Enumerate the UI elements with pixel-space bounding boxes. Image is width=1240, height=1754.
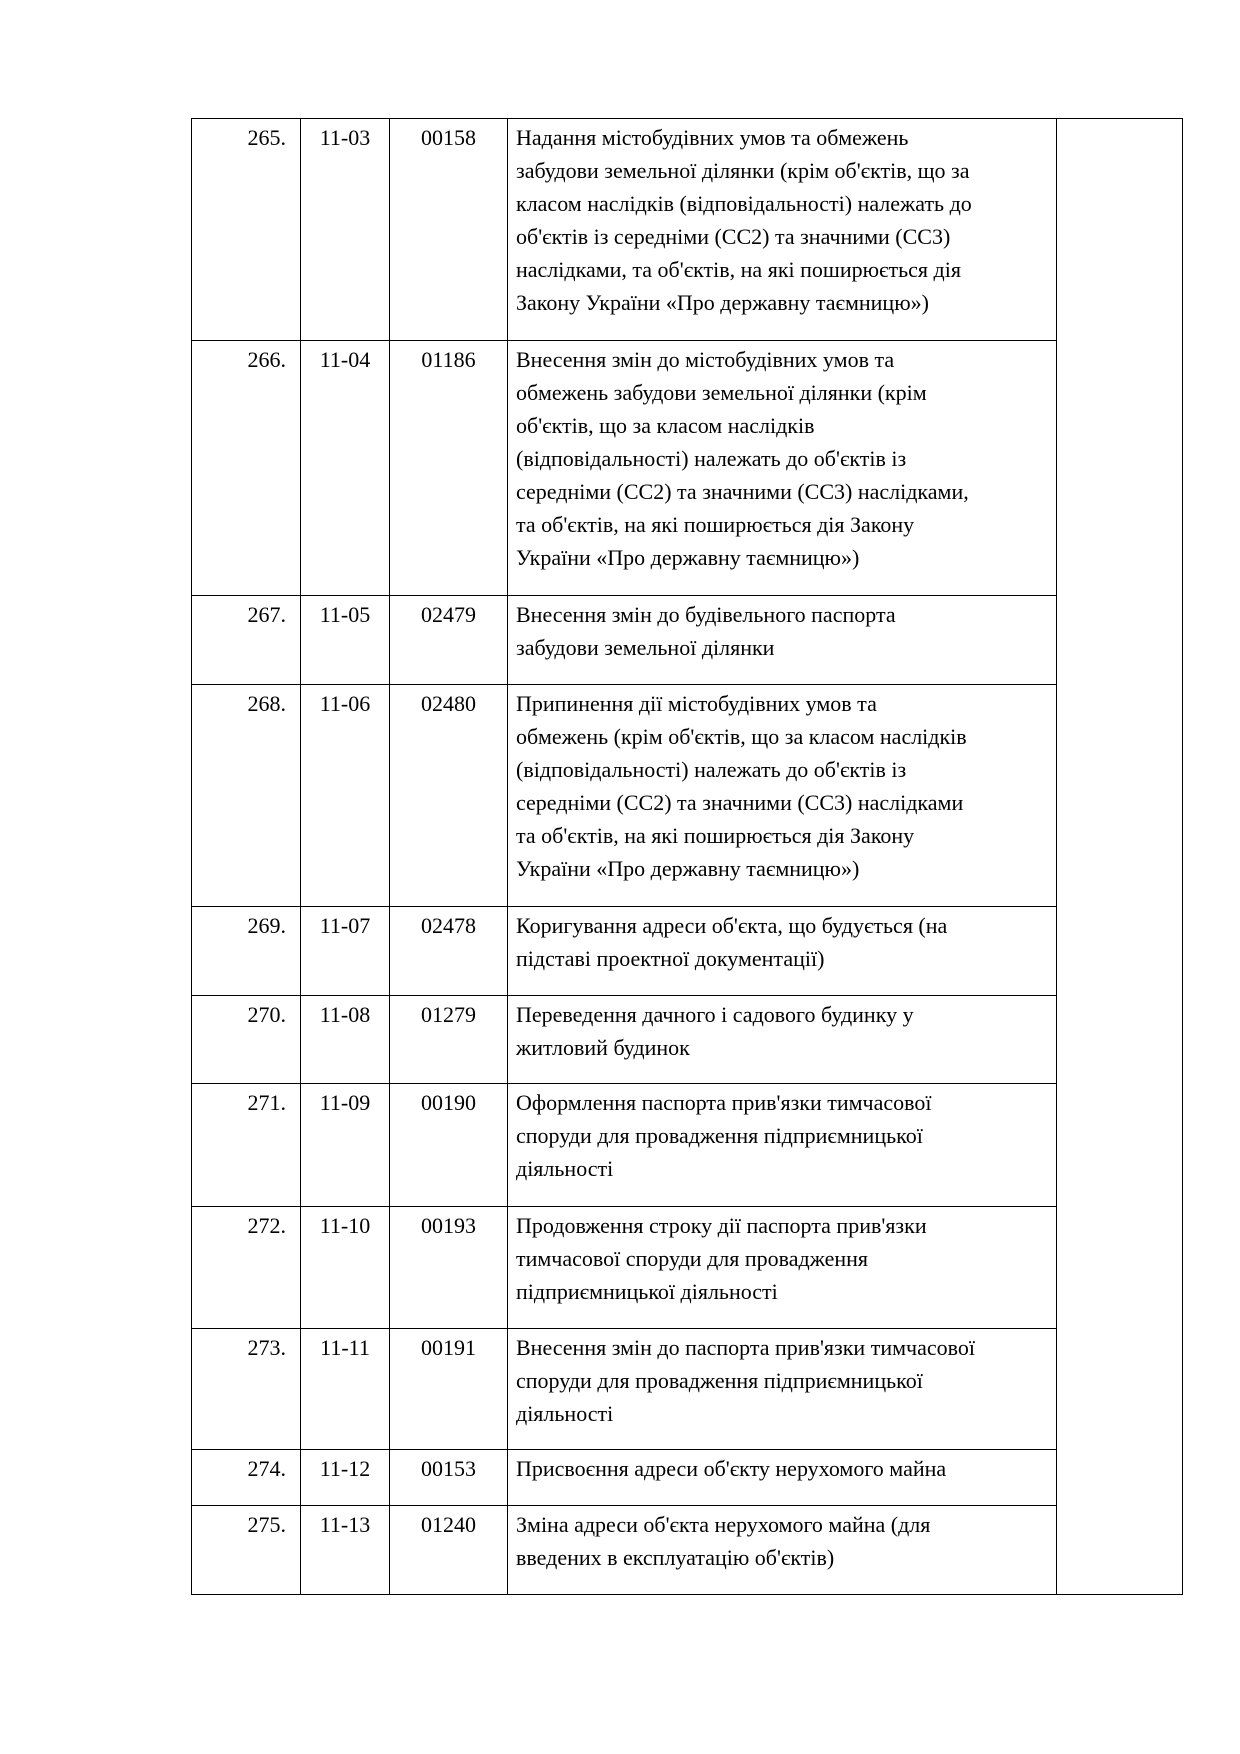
table-row — [192, 1506, 1183, 1595]
row-number: 268. — [192, 685, 301, 907]
row-number: 267. — [192, 596, 301, 685]
row-number: 274. — [192, 1450, 301, 1506]
service-name: Продовження строку дії паспорта прив'язки тимчасової споруди для провадження підприємницької діяльності — [508, 1207, 1057, 1329]
table-row — [192, 341, 1183, 596]
row-code: 11-07 — [301, 907, 390, 996]
row-code: 11-12 — [301, 1450, 390, 1506]
service-name: Внесення змін до містобудівних умов та обмежень забудови земельної ділянки (крім об'єктів, що за класом наслідків (відповідальності) належать до об'єктів із середніми (СС2) та значними (СС3) наслідками, та об'єктів, на які поширюється дія Закону України «Про державну таємницю») — [508, 341, 1057, 596]
service-id: 00158 — [390, 119, 508, 341]
row-code: 11-06 — [301, 685, 390, 907]
service-name: Припинення дії містобудівних умов та обмежень (крім об'єктів, що за класом наслідків (відповідальності) належать до об'єктів із середніми (СС2) та значними (СС3) наслідками та об'єктів, на які поширюється дія Закону України «Про державну таємницю») — [508, 685, 1057, 907]
service-name: Внесення змін до будівельного паспорта забудови земельної ділянки — [508, 596, 1057, 685]
services-table — [191, 118, 1183, 1595]
row-number: 270. — [192, 996, 301, 1084]
row-code: 11-10 — [301, 1207, 390, 1329]
service-name: Надання містобудівних умов та обмежень забудови земельної ділянки (крім об'єктів, що за класом наслідків (відповідальності) належать до об'єктів із середніми (СС2) та значними (СС3) наслідками, та об'єктів, на які поширюється дія Закону України «Про державну таємницю») — [508, 119, 1057, 341]
table-row — [192, 119, 1183, 341]
row-number: 271. — [192, 1084, 301, 1207]
row-number: 273. — [192, 1329, 301, 1450]
service-id: 02478 — [390, 907, 508, 996]
row-number: 272. — [192, 1207, 301, 1329]
service-name: Переведення дачного і садового будинку у житловий будинок — [508, 996, 1057, 1084]
table-row — [192, 907, 1183, 996]
service-id: 02479 — [390, 596, 508, 685]
service-id: 01279 — [390, 996, 508, 1084]
row-number: 269. — [192, 907, 301, 996]
row-number: 265. — [192, 119, 301, 341]
row-code: 11-11 — [301, 1329, 390, 1450]
row-code: 11-13 — [301, 1506, 390, 1595]
service-name: Оформлення паспорта прив'язки тимчасової споруди для провадження підприємницької діяльності — [508, 1084, 1057, 1207]
row-number: 266. — [192, 341, 301, 596]
service-name: Зміна адреси об'єкта нерухомого майна (для введених в експлуатацію об'єктів) — [508, 1506, 1057, 1595]
service-name: Коригування адреси об'єкта, що будується (на підставі проектної документації) — [508, 907, 1057, 996]
service-id: 02480 — [390, 685, 508, 907]
table-row — [192, 996, 1183, 1084]
row-code: 11-03 — [301, 119, 390, 341]
table-row — [192, 1329, 1183, 1450]
service-id: 00190 — [390, 1084, 508, 1207]
table-row — [192, 1084, 1183, 1207]
service-name: Присвоєння адреси об'єкту нерухомого майна — [508, 1450, 1057, 1506]
row-code: 11-05 — [301, 596, 390, 685]
service-id: 01240 — [390, 1506, 508, 1595]
row-code: 11-04 — [301, 341, 390, 596]
row-code: 11-09 — [301, 1084, 390, 1207]
service-name: Внесення змін до паспорта прив'язки тимчасової споруди для провадження підприємницької діяльності — [508, 1329, 1057, 1450]
table-row — [192, 596, 1183, 685]
row-code: 11-08 — [301, 996, 390, 1084]
row-number: 275. — [192, 1506, 301, 1595]
table-row — [192, 1450, 1183, 1506]
service-id: 00153 — [390, 1450, 508, 1506]
table-row — [192, 685, 1183, 907]
table-row — [192, 1207, 1183, 1329]
service-id: 01186 — [390, 341, 508, 596]
empty-column-cell — [1057, 119, 1183, 1595]
service-id: 00191 — [390, 1329, 508, 1450]
service-id: 00193 — [390, 1207, 508, 1329]
